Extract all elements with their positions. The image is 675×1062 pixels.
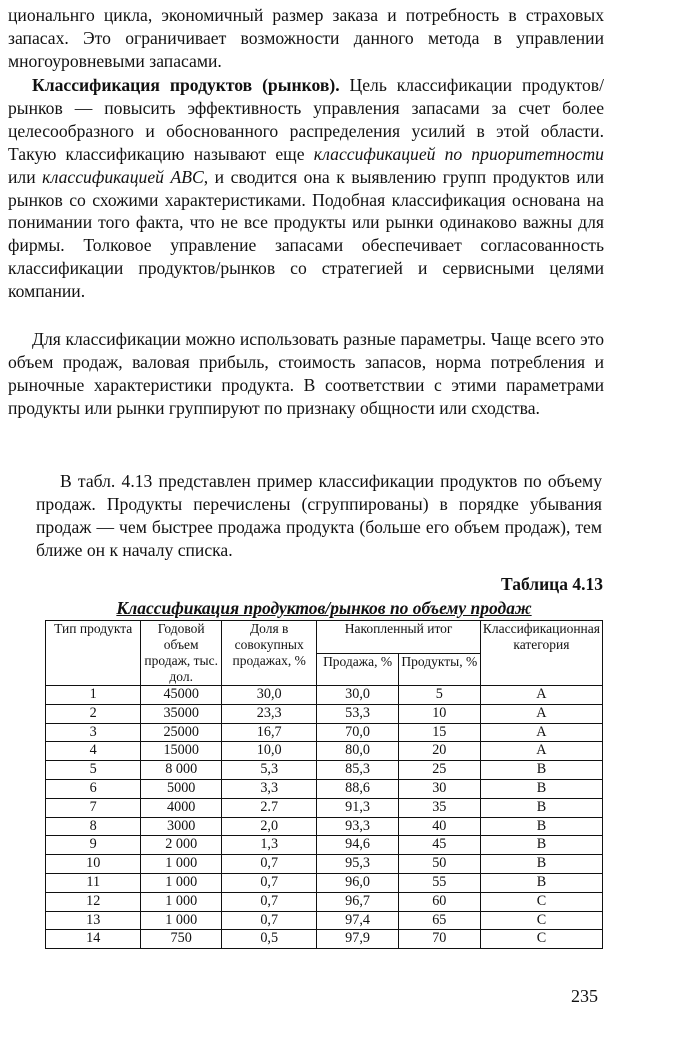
paragraph-text: Для классификации можно использовать разные параметры. Чаще всего это объем продаж, валовая прибыль, стоимость запасов, норма потребления и рыночные характеристики продукта. В соответствии с этими параметрами продукты или рынки группируют по признаку общности или сходства. [8,329,604,418]
type-cell: 10 [46,855,141,874]
column-header-share: Доля в совокупных продажах, % [221,621,316,686]
share-cell: 2,0 [221,817,316,836]
volume-cell: 1 000 [141,911,222,930]
italic-term: классификацией ABC [42,166,204,187]
table-row [46,855,603,874]
type-cell: 12 [46,892,141,911]
cum-sales-cell: 70,0 [317,723,398,742]
share-cell: 16,7 [221,723,316,742]
cum-sales-cell: 95,3 [317,855,398,874]
volume-cell: 750 [141,930,222,949]
category-cell: B [480,873,602,892]
cum-sales-cell: 53,3 [317,704,398,723]
share-cell: 23,3 [221,704,316,723]
share-cell: 3,3 [221,779,316,798]
text-run: или [8,166,43,187]
cum-sales-cell: 96,7 [317,892,398,911]
category-cell: A [480,723,602,742]
type-cell: 14 [46,930,141,949]
type-cell: 1 [46,686,141,705]
table-row [46,742,603,761]
cum-sales-cell: 85,3 [317,761,398,780]
paragraph-text: В табл. 4.13 представлен пример классификации продуктов по объему продаж. Продукты перечислены (сгруппированы) в порядке убывания продаж — чем быстрее продажа продукта (больше его объем продаж), тем ближе он к началу списка. [36,471,602,560]
italic-term: классификацией по приоритетности [313,143,604,164]
section-heading: Классификация продуктов (рынков). [32,75,340,95]
column-header-cum-sales: Продажа, % [317,653,398,686]
table-row [46,686,603,705]
cum-products-cell: 50 [398,855,480,874]
column-header-type: Тип продукта [46,621,141,686]
paragraph-table-intro [36,470,602,562]
cum-sales-cell: 97,9 [317,930,398,949]
cum-products-cell: 30 [398,779,480,798]
volume-cell: 35000 [141,704,222,723]
cum-products-cell: 5 [398,686,480,705]
table-row [46,798,603,817]
volume-cell: 45000 [141,686,222,705]
cum-sales-cell: 91,3 [317,798,398,817]
text-run: , и сводится она к выявлению групп продуктов или рынков со схожими характеристиками. Подобная классификация основана на понимании того факта, что не все продукты или рынки одинаково важны для фирмы. Толковое управление запасами обеспечивает согласованность классификации продуктов/рынков со стратегией и сервисными целями компании. [8,166,604,302]
share-cell: 0,7 [221,873,316,892]
type-cell: 6 [46,779,141,798]
paragraph-parameters [8,328,604,420]
cum-products-cell: 10 [398,704,480,723]
share-cell: 0,7 [221,855,316,874]
cum-products-cell: 35 [398,798,480,817]
cum-sales-cell: 97,4 [317,911,398,930]
column-header-category: Классификационная категория [480,621,602,686]
cum-products-cell: 40 [398,817,480,836]
cum-products-cell: 55 [398,873,480,892]
category-cell: B [480,836,602,855]
column-header-volume: Годовой объем продаж, тыс. дол. [141,621,222,686]
cum-sales-cell: 94,6 [317,836,398,855]
cum-products-cell: 70 [398,930,480,949]
table-number: Таблица 4.13 [500,574,603,594]
paragraph-classification [8,74,604,303]
page-number: 235 [571,986,598,1006]
type-cell: 8 [46,817,141,836]
category-cell: B [480,761,602,780]
type-cell: 3 [46,723,141,742]
table-row [46,930,603,949]
volume-cell: 1 000 [141,855,222,874]
cum-sales-cell: 80,0 [317,742,398,761]
category-cell: A [480,704,602,723]
volume-cell: 8 000 [141,761,222,780]
share-cell: 5,3 [221,761,316,780]
cum-sales-cell: 96,0 [317,873,398,892]
cum-products-cell: 65 [398,911,480,930]
paragraph-text: циональнго цикла, экономичный размер заказа и потребность в страховых запасах. Это ограничивает возможности данного метода в управлении многоуровневыми запасами. [8,5,604,71]
table-row [46,873,603,892]
table-header-row [46,621,603,654]
cum-products-cell: 25 [398,761,480,780]
share-cell: 0,5 [221,930,316,949]
share-cell: 2.7 [221,798,316,817]
category-cell: C [480,911,602,930]
cum-products-cell: 15 [398,723,480,742]
share-cell: 30,0 [221,686,316,705]
table-row [46,704,603,723]
volume-cell: 3000 [141,817,222,836]
volume-cell: 2 000 [141,836,222,855]
volume-cell: 1 000 [141,892,222,911]
type-cell: 5 [46,761,141,780]
paragraph-continuation [8,4,604,73]
table-title: Классификация продуктов/рынков по объему продаж [116,598,532,618]
type-cell: 13 [46,911,141,930]
cum-sales-cell: 30,0 [317,686,398,705]
type-cell: 7 [46,798,141,817]
share-cell: 10,0 [221,742,316,761]
volume-cell: 15000 [141,742,222,761]
table-body [46,686,603,949]
cum-sales-cell: 93,3 [317,817,398,836]
type-cell: 11 [46,873,141,892]
table-row [46,779,603,798]
volume-cell: 5000 [141,779,222,798]
share-cell: 0,7 [221,892,316,911]
category-cell: B [480,817,602,836]
type-cell: 2 [46,704,141,723]
column-header-cum-products: Продукты, % [398,653,480,686]
volume-cell: 4000 [141,798,222,817]
category-cell: C [480,892,602,911]
cum-sales-cell: 88,6 [317,779,398,798]
table-row [46,836,603,855]
type-cell: 9 [46,836,141,855]
cum-products-cell: 20 [398,742,480,761]
table-row [46,911,603,930]
category-cell: A [480,742,602,761]
classification-table [45,620,603,949]
volume-cell: 1 000 [141,873,222,892]
text-run: Цель классификации продуктов/рынков — повысить эффективность управления запасами за счет более целесообразного и обоснованного распределения усилий в этой области. Такую классификацию называют еще [8,75,604,164]
table-row [46,817,603,836]
category-cell: B [480,855,602,874]
table-row [46,892,603,911]
cum-products-cell: 45 [398,836,480,855]
volume-cell: 25000 [141,723,222,742]
category-cell: B [480,798,602,817]
table-row [46,761,603,780]
category-cell: A [480,686,602,705]
table-row [46,723,603,742]
type-cell: 4 [46,742,141,761]
cum-products-cell: 60 [398,892,480,911]
column-header-cumulative: Накопленный итог [317,621,480,654]
category-cell: B [480,779,602,798]
category-cell: C [480,930,602,949]
share-cell: 1,3 [221,836,316,855]
share-cell: 0,7 [221,911,316,930]
paragraph-body [8,74,604,303]
